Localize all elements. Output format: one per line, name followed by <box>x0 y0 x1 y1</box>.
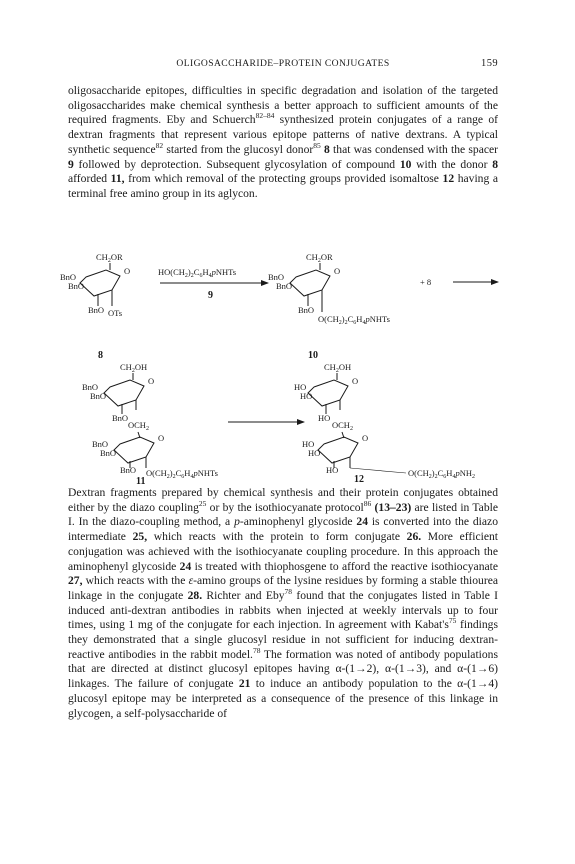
svg-text:CH2OH: $CH_2OH$ <box>324 362 352 374</box>
svg-text:O(CH2)2C6H4pNHTs: $O(CH_2)_2C_6H_4pNHTs$ <box>318 314 390 326</box>
paragraph-intro: oligosaccharide epitopes, difficulties in specific degradation and isolation of the targeted oligosaccharides make chemical synthesis a better approach to sufficient amounts of the required fragments. Eby and Schuerch$^{82-84}$ synthesized protein conjugates of a range of dextran fragments that represent various epitope patterns of native dextrans. A typical synthetic sequence$^{82}$ started from the glucosyl donor$^{85}$ 8 that was condensed with the spacer 9 followed by deprotection. Subsequent glycosylation of compound 10 with the donor 8 afforded 11, from which removal of the protecting groups provided isomaltose 12 having a terminal free amino group in its aglycon. <box>68 84 499 200</box>
ref-75: 75 <box>448 616 457 626</box>
compound-ref: 26. <box>406 530 422 544</box>
svg-text:BnO: BnO <box>298 305 315 315</box>
reaction-arrow-1 <box>158 267 268 301</box>
compound-ref: 10 <box>399 157 412 171</box>
compound-ref: 25, <box>132 530 148 544</box>
running-title: OLIGOSACCHARIDE–PROTEIN CONJUGATES <box>176 58 390 69</box>
svg-text:BnO: BnO <box>120 465 137 475</box>
compound-label-12: 12 <box>354 474 364 485</box>
compound-ref: 28. <box>187 588 203 602</box>
plus-donor-8: + 8 <box>420 277 432 287</box>
svg-text:BnO: BnO <box>60 272 77 282</box>
ref-78: 78 <box>252 645 261 655</box>
running-header <box>68 58 498 72</box>
compound-ref: 21 <box>238 677 251 691</box>
compound-ref: 24 <box>356 515 368 529</box>
ref-85: 85 <box>313 140 321 150</box>
compound-ref: 8 <box>324 142 330 156</box>
svg-text:O(CH2)2C6H4pNH2: $O(CH_2)_2C_6H_4pNH_2$ <box>408 468 475 480</box>
compound-ref: 9 <box>68 157 74 171</box>
compound-ref: 11, <box>110 172 125 186</box>
svg-text:O: O <box>158 433 165 443</box>
svg-text:O(CH2)2C6H4pNHTs: $O(CH_2)_2C_6H_4pNHTs$ <box>146 468 218 480</box>
page-number: 159 <box>481 58 498 69</box>
svg-text:O: O <box>334 266 341 276</box>
svg-text:O: O <box>124 266 131 276</box>
paragraph-conjugation: Dextran fragments prepared by chemical synthesis and their protein conjugates obtained either by the diazo coupling$^{25}$ or by the isothiocyanate protocol$^{86}$ (13–23) are listed in Table I. In the diazo-coupling method, a p-aminophenyl glycoside 24 is converted into the diazo intermediate 25, which reacts with the protein to form conjugate 26. More efficient conjugation was achieved with the isothiocyanate coupling procedure. In this approach the aminophenyl glycoside 24 is treated with thiophosgene to afford the reactive isothiocyanate 27, which reacts with the ε-amino groups of the lysine residues by forming a stable thiourea linkage in the conjugate 28. Richter and Eby$^{78}$ found that the conjugates listed in Table I induced anti-dextran antibodies in rabbits when injected at weekly intervals up to four times, using 1 mg of the conjugate for each injection. In agreement with $Kabat's^{75}$ findings they demonstrated that a single glucosyl residue in not sufficient for inducing dextran-reactive antibodies in the rabbit model.$^{78}$ The formation was noted of antibody populations that are directed at distinct glucosyl epitopes having α-(1→2), α-(1→3), and α-(1→6) linkages. The failure of conjugate 21 to induce an antibody population to the α-(1→4) glucosyl epitope may be interpreted as a consequence of the presence of this linkage in glycogen, a self-polysaccharide of <box>68 486 499 720</box>
ref-86: 86 <box>363 498 372 508</box>
svg-text:BnO: BnO <box>92 439 109 449</box>
ref-82: 82 <box>155 140 164 150</box>
compound-8-structure <box>60 252 130 318</box>
svg-text:BnO: BnO <box>82 382 99 392</box>
svg-text:BnO: BnO <box>100 448 117 458</box>
svg-text:HO: HO <box>308 448 321 458</box>
svg-text:HO: HO <box>318 413 331 423</box>
compound-label-10: 10 <box>308 350 318 361</box>
svg-text:BnO: BnO <box>268 272 285 282</box>
svg-text:HO: HO <box>300 391 313 401</box>
compound-ref: 12 <box>442 172 455 186</box>
svg-text:BnO: BnO <box>112 413 129 423</box>
svg-text:OTs: OTs <box>108 308 123 318</box>
svg-text:BnO: BnO <box>90 391 107 401</box>
svg-text:OCH2: $OCH_2$ <box>332 420 353 432</box>
ref-25: 25 <box>198 498 207 508</box>
compound-ref: 27, <box>68 574 83 588</box>
svg-text:O: O <box>352 376 359 386</box>
svg-text:BnO: BnO <box>276 281 293 291</box>
compound-label-8: 8 <box>98 350 103 361</box>
svg-text:CH2OH: $CH_2OH$ <box>120 362 148 374</box>
svg-text:BnO: BnO <box>88 305 105 315</box>
compound-11-structure <box>82 362 218 480</box>
compound-label-9: 9 <box>208 290 213 301</box>
svg-text:CH2OR: $CH_2OR$ <box>96 252 123 264</box>
svg-text:HO(CH2)2C6H4pNHTs: $HO(CH_2)_2C_6H_4pNHTs$ <box>158 267 237 279</box>
svg-text:CH2OR: $CH_2OR$ <box>306 252 333 264</box>
ref-78: 78 <box>284 586 293 596</box>
compound-10-structure <box>268 252 390 326</box>
svg-text:OCH2: $OCH_2$ <box>128 420 149 432</box>
compound-label-11: 11 <box>136 476 146 487</box>
compound-ref: (13–23) <box>374 500 412 514</box>
compound-12-structure <box>294 362 475 480</box>
svg-text:O: O <box>362 433 369 443</box>
svg-text:O: O <box>148 376 155 386</box>
svg-text:BnO: BnO <box>68 281 85 291</box>
svg-text:HO: HO <box>294 382 307 392</box>
ref-82-84: 82–84 <box>255 111 275 121</box>
compound-ref: 24 <box>179 559 192 573</box>
svg-text:HO: HO <box>326 465 339 475</box>
reaction-scheme <box>60 250 508 487</box>
svg-text:HO: HO <box>302 439 315 449</box>
compound-ref: 8 <box>492 157 498 171</box>
